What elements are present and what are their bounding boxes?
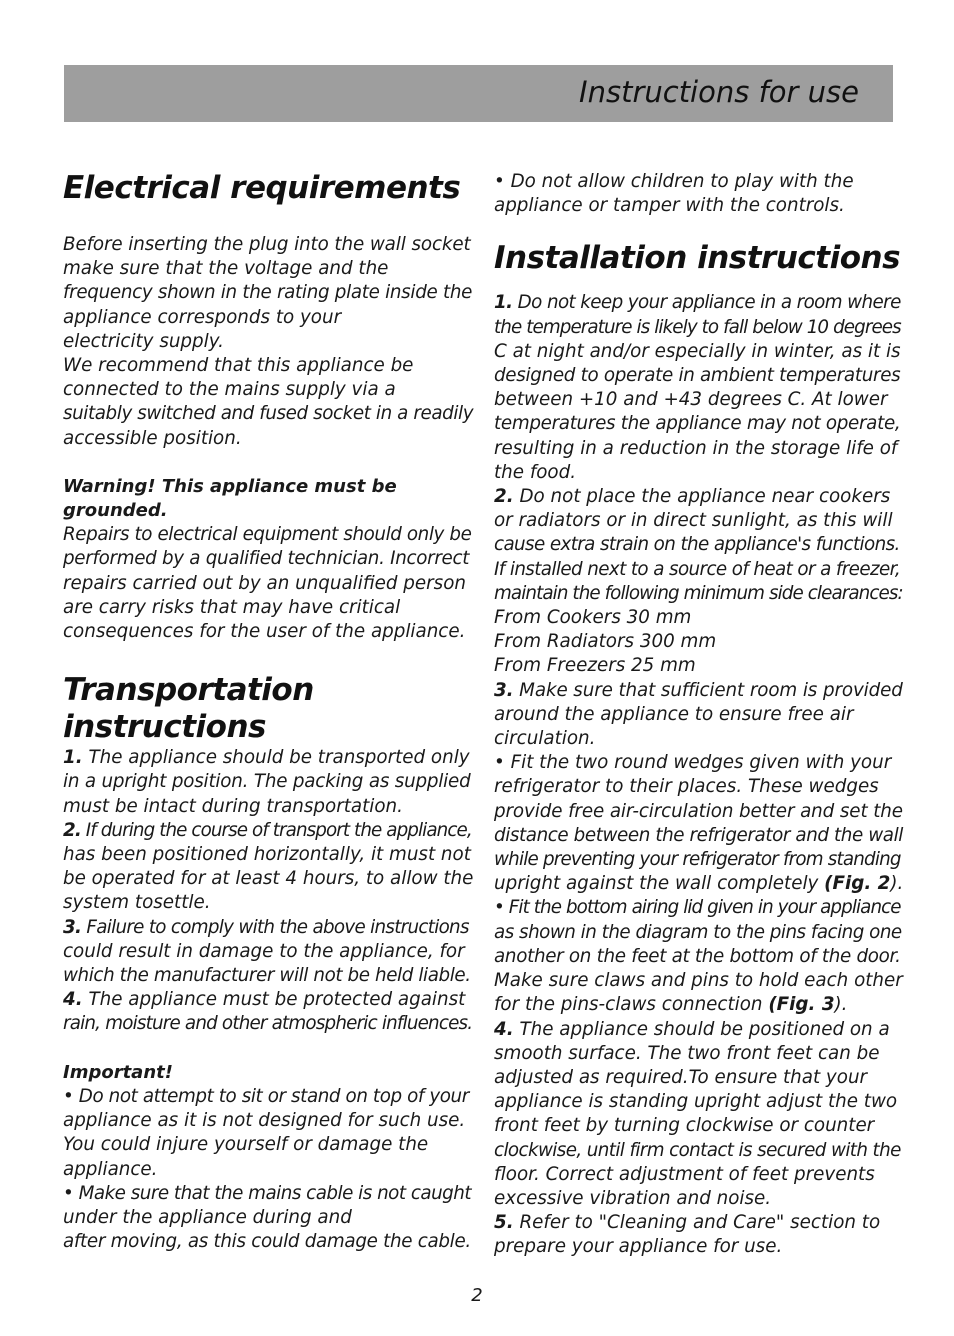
text-line: cause extra strain on the appliance's functions. xyxy=(494,534,900,556)
text-line: has been positioned horizontally, it must not xyxy=(63,844,471,866)
text-line: make sure that the voltage and the xyxy=(63,258,389,280)
transport-heading-line: instructions xyxy=(63,709,266,746)
text-line: If during the course of transport the appliance, xyxy=(80,819,472,841)
text-line: appliance corresponds to your xyxy=(63,306,342,328)
text-line: Make sure claws and pins to hold each other xyxy=(494,970,903,992)
item-number: 5. xyxy=(494,1212,514,1234)
text-line: while preventing your refrigerator from standing xyxy=(494,849,901,871)
text-line: From Radiators 300 mm xyxy=(494,631,717,653)
text-line: Failure to comply with the above instructions xyxy=(81,916,469,938)
text-line: the food. xyxy=(494,461,577,483)
installation-item xyxy=(494,1018,904,1212)
text-line: refrigerator to their places. These wedges xyxy=(494,776,879,798)
page-number: 2 xyxy=(471,1285,483,1306)
text-line: We recommend that this appliance be xyxy=(63,355,414,377)
text-line: suitably switched and fused socket in a readily xyxy=(63,403,474,425)
transport-heading xyxy=(63,672,473,746)
text-line: electricity supply. xyxy=(63,330,224,352)
text-line: • Do not attempt to sit or stand on top of your xyxy=(63,1085,469,1107)
text-line: • Fit the two round wedges given with your xyxy=(494,752,892,774)
item-number: 3. xyxy=(63,916,82,938)
transport-heading-line: Transportation xyxy=(63,672,314,709)
text-line: consequences for the user of the appliance. xyxy=(63,621,466,643)
text-line: be operated for at least 4 hours, to allow the xyxy=(63,868,474,890)
header-title: Instructions for use xyxy=(579,75,859,109)
text-line: You could injure yourself or damage the xyxy=(63,1134,429,1156)
text-line: • Fit the bottom airing lid given in your appliance xyxy=(494,897,901,919)
right-column xyxy=(494,170,904,1260)
text-line: The appliance should be positioned on a xyxy=(513,1018,890,1040)
header-bar xyxy=(64,65,893,122)
text-line: appliance or tamper with the controls. xyxy=(494,195,845,217)
left-column xyxy=(63,170,473,1254)
electrical-heading: Electrical requirements xyxy=(63,170,461,206)
important-heading: Important! xyxy=(63,1061,173,1083)
text-line: From Freezers 25 mm xyxy=(494,655,696,677)
transport-item xyxy=(63,746,473,819)
text-line: If installed next to a source of heat or a freezer, xyxy=(494,558,901,580)
text-line: Do not keep your appliance in a room where xyxy=(512,292,901,314)
transport-item xyxy=(63,819,473,916)
text-line: could result in damage to the appliance, for xyxy=(63,940,465,962)
text-line: performed by a qualified technician. Incorrect xyxy=(63,548,470,570)
text-line: repairs carried out by an unqualified person xyxy=(63,572,466,594)
text-line: another on the feet at the bottom of the door. xyxy=(494,945,901,967)
text-line: in a upright position. The packing as supplied xyxy=(63,771,471,793)
text-line: under the appliance during and xyxy=(63,1206,352,1228)
text-line: rain, moisture and other atmospheric influences. xyxy=(63,1013,473,1035)
item-number: 3. xyxy=(494,679,514,701)
text-line: for the pins-claws connection xyxy=(494,994,769,1016)
text-line: adjusted as required.To ensure that your xyxy=(494,1066,868,1088)
installation-item xyxy=(494,679,904,1018)
electrical-intro xyxy=(63,233,473,451)
text-line: system tosettle. xyxy=(63,892,211,914)
warning-text xyxy=(63,475,473,523)
text-line: maintain the following minimum side clearances: xyxy=(494,582,903,604)
text-line: are carry risks that may have critical xyxy=(63,596,401,618)
text-line: The appliance should be transported only xyxy=(82,747,470,769)
text-line: as shown in the diagram to the pins facing one xyxy=(494,921,902,943)
installation-heading: Installation instructions xyxy=(494,240,901,277)
figure-reference: (Fig. 3 xyxy=(768,994,835,1016)
text-line: around the appliance to ensure free air xyxy=(494,703,854,725)
installation-item xyxy=(494,485,904,679)
text-line: circulation. xyxy=(494,728,596,750)
text-line: smooth surface. The two front feet can be xyxy=(494,1042,880,1064)
transport-item xyxy=(63,988,473,1036)
text-line: temperatures the appliance may not operate, xyxy=(494,413,901,435)
item-number: 1. xyxy=(63,747,83,769)
installation-item xyxy=(494,291,904,485)
text-line: appliance. xyxy=(63,1158,158,1180)
important-continued xyxy=(494,170,904,218)
item-number: 1. xyxy=(494,292,513,314)
figure-reference: (Fig. 2 xyxy=(824,873,891,895)
text-line: between +10 and +43 degrees C. At lower xyxy=(494,389,888,411)
text-line: provide free air-circulation better and set the xyxy=(494,800,903,822)
text-line: C at night and/or especially in winter, as it is xyxy=(494,340,901,362)
important-text xyxy=(63,1085,473,1254)
text-line: Do not place the appliance near cookers xyxy=(513,486,891,508)
text-line: Make sure that sufficient room is provided xyxy=(513,679,903,701)
text-line: front feet by turning clockwise or counter xyxy=(494,1115,875,1137)
text-line: or radiators or in direct sunlight, as this will xyxy=(494,510,893,532)
installation-item xyxy=(494,1211,904,1259)
text-line: after moving, as this could damage the cable. xyxy=(63,1231,471,1253)
text-line: excessive vibration and noise. xyxy=(494,1187,772,1209)
text-line: ). xyxy=(834,994,848,1016)
repairs-text xyxy=(63,523,473,644)
text-line: Repairs to electrical equipment should only be xyxy=(63,524,472,546)
text-line: Before inserting the plug into the wall socket xyxy=(63,234,471,255)
text-line: designed to operate in ambient temperatures xyxy=(494,365,901,387)
warning-line: Warning! This appliance must be xyxy=(63,475,397,497)
text-line: connected to the mains supply via a xyxy=(63,379,396,401)
item-number: 2. xyxy=(63,819,81,841)
text-line: clockwise, until firm contact is secured with the xyxy=(494,1139,901,1161)
text-line: The appliance must be protected against xyxy=(82,989,466,1011)
text-line: prepare your appliance for use. xyxy=(494,1236,783,1258)
item-number: 4. xyxy=(494,1018,514,1040)
text-line: frequency shown in the rating plate inside the xyxy=(63,282,473,304)
item-number: 4. xyxy=(63,989,83,1011)
text-line: ). xyxy=(890,873,904,895)
text-line: which the manufacturer will not be held liable. xyxy=(63,965,471,987)
text-line: accessible position. xyxy=(63,427,242,449)
text-line: floor. Correct adjustment of feet prevents xyxy=(494,1163,875,1185)
text-line: Refer to "Cleaning and Care" section to xyxy=(513,1212,881,1234)
text-line: From Cookers 30 mm xyxy=(494,607,692,629)
text-line: distance between the refrigerator and the wall xyxy=(494,824,903,846)
text-line: • Do not allow children to play with the xyxy=(494,171,854,192)
text-line: must be intact during transportation. xyxy=(63,795,403,817)
item-number: 2. xyxy=(494,486,514,508)
text-line: the temperature is likely to fall below 10 degrees xyxy=(494,316,901,338)
text-line: upright against the wall completely xyxy=(494,873,825,895)
text-line: resulting in a reduction in the storage life of xyxy=(494,437,898,459)
warning-line: grounded. xyxy=(63,500,168,522)
text-line: • Make sure that the mains cable is not caught xyxy=(63,1182,472,1204)
text-line: appliance is standing upright adjust the two xyxy=(494,1091,898,1113)
transport-item xyxy=(63,916,473,989)
text-line: appliance as it is not designed for such use. xyxy=(63,1110,466,1132)
